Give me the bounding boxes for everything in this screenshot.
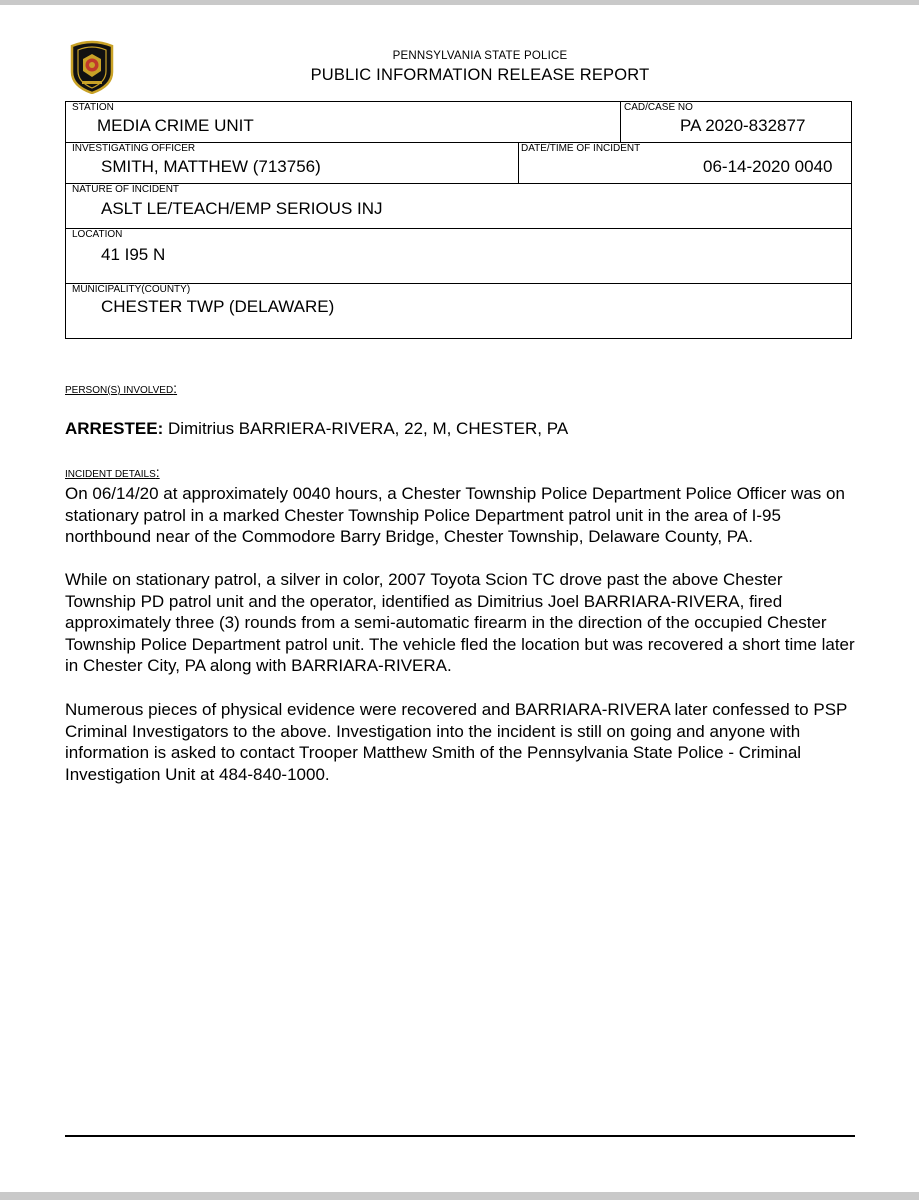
pennsylvania-state-police-badge-icon xyxy=(66,38,118,94)
agency-name: PENNSYLVANIA STATE POLICE xyxy=(392,50,568,62)
municipality-label: MUNICIPALITY(COUNTY) xyxy=(72,284,191,295)
incident-paragraph: Numerous pieces of physical evidence were recovered and BARRIARA-RIVERA later confessed to PSP Criminal Investigators to the above. Investigation into the incident is still on going and anyone with information is asked to contact Trooper Matthew Smith of the Pennsylvania State Police - Criminal Investigation Unit at 484-840-1000. xyxy=(65,700,848,784)
location-label: LOCATION xyxy=(72,229,123,240)
incident-details-heading xyxy=(65,464,160,480)
case-number-value: PA 2020-832877 xyxy=(680,116,806,135)
nature-of-incident-value: ASLT LE/TEACH/EMP SERIOUS INJ xyxy=(101,199,383,218)
incident-form xyxy=(65,101,852,339)
municipality-value: CHESTER TWP (DELAWARE) xyxy=(101,297,335,316)
incident-datetime-label: DATE/TIME OF INCIDENT xyxy=(521,143,641,154)
incident-details-colon: : xyxy=(155,464,160,480)
location-value: 41 I95 N xyxy=(101,245,166,264)
station-value: MEDIA CRIME UNIT xyxy=(97,116,254,135)
incident-paragraph: On 06/14/20 at approximately 0040 hours, a Chester Township Police Department Police Officer was on stationary patrol in a marked Chester Township Police Department patrol unit in the area of I-95 northbound near of the Commodore Barry Bridge, Chester Township, Delaware County, PA. xyxy=(65,484,845,546)
incident-paragraph: While on stationary patrol, a silver in color, 2007 Toyota Scion TC drove past the above Chester Township PD patrol unit and the operator, identified as Dimitrius Joel BARRIARA-RIVERA, fired approximately three (3) rounds from a semi-automatic firearm in the direction of the occupied Chester Township Police Department patrol unit. The vehicle fled the location but was recovered a short time later in Chester City, PA along with BARRIARA-RIVERA. xyxy=(65,570,855,675)
arrestee-line xyxy=(65,419,568,439)
station-label: STATION xyxy=(72,102,114,113)
report-title: PUBLIC INFORMATION RELEASE REPORT xyxy=(310,66,650,84)
incident-datetime-value: 06-14-2020 0040 xyxy=(703,157,833,176)
arrestee-value: Dimitrius BARRIERA-RIVERA, 22, M, CHESTER, PA xyxy=(163,419,569,438)
nature-of-incident-label: NATURE OF INCIDENT xyxy=(72,184,180,195)
form-divider xyxy=(66,228,851,229)
case-number-label: CAD/CASE NO xyxy=(624,102,693,113)
incident-details-label: INCIDENT DETAILS xyxy=(65,469,156,480)
arrestee-key: ARRESTEE: xyxy=(65,419,164,438)
page-top-edge xyxy=(0,0,919,5)
form-divider xyxy=(518,142,519,184)
persons-involved-heading xyxy=(65,380,177,396)
form-divider xyxy=(66,183,851,184)
footer-rule xyxy=(65,1135,855,1137)
persons-involved-colon: : xyxy=(173,380,178,396)
form-divider xyxy=(620,102,621,143)
investigating-officer-label: INVESTIGATING OFFICER xyxy=(72,143,196,154)
page-bottom-edge xyxy=(0,1192,919,1200)
investigating-officer-value: SMITH, MATTHEW (713756) xyxy=(101,157,321,176)
persons-involved-label: PERSON(S) INVOLVED xyxy=(65,385,174,396)
